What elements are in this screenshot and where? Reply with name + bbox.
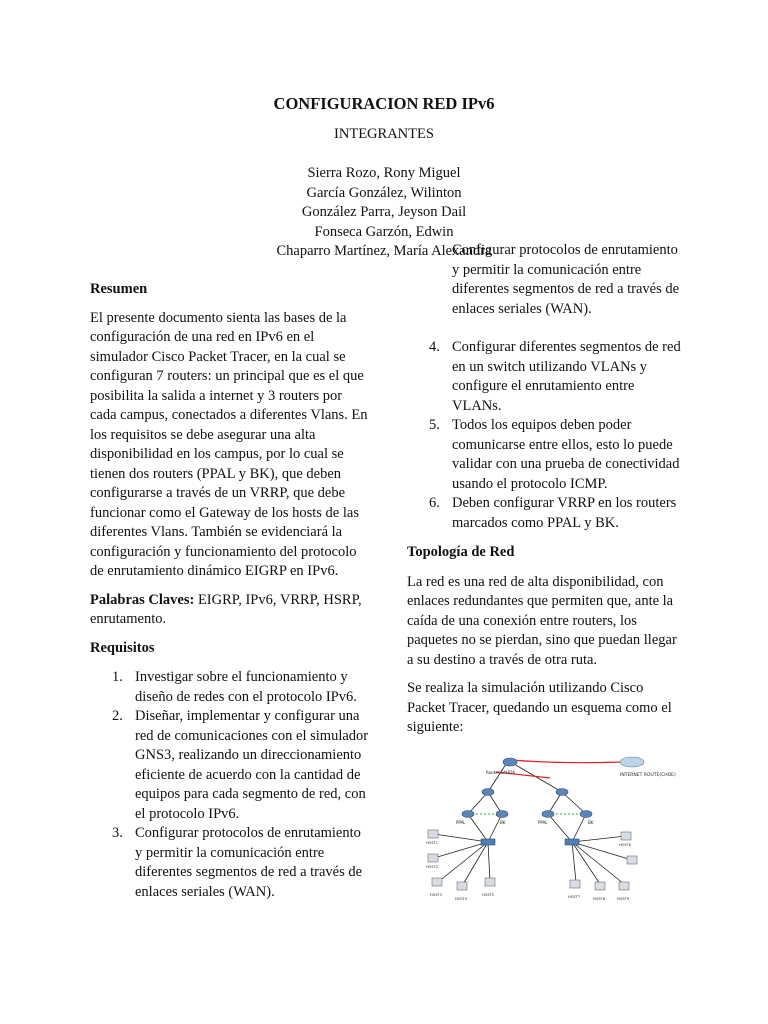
host-pc-icon <box>457 882 467 890</box>
host-label: HOST6 <box>619 843 631 847</box>
list-text: Deben configurar VRRP en los routers marcados como PPAL y BK. <box>452 495 677 531</box>
topologia-heading: Topología de Red <box>407 544 515 560</box>
list-number: 4. <box>429 339 440 355</box>
host-pc-icon <box>428 854 438 862</box>
host-label: HOST3 <box>430 893 442 897</box>
router-icon <box>503 758 517 766</box>
host-label: HOST5 <box>482 893 494 897</box>
router-label: PPAL <box>456 820 466 825</box>
list-item <box>407 494 682 533</box>
switch-icon <box>565 839 579 845</box>
host-label: HOST9 <box>617 897 629 901</box>
list-number: 5. <box>429 417 440 433</box>
list-number: 1. <box>112 669 123 685</box>
topologia-text-1: La red es una red de alta disponibilidad, con enlaces redundantes que permiten que, ante la caída de una conexión entre routers, los paquetes no se pierdan, sino que puedan llegar a su destino a través de otra ruta. <box>407 573 677 668</box>
host-pc-icon <box>595 882 605 890</box>
host-pc-icon <box>432 878 442 886</box>
router-icon <box>542 811 554 818</box>
list-number: 6. <box>429 495 440 511</box>
list-number: 2. <box>112 708 123 724</box>
host-pc-icon <box>428 830 438 838</box>
subtitle: INTEGRANTES <box>334 126 434 142</box>
resumen-text: El presente documento sienta las bases de la configuración de una red en IPv6 en el simulador Cisco Packet Tracer, en la cual se configuran 7 routers: un principal que es el que posibilita la salida a internet y 3 routers por cada campus, conectados a diferentes Vlans. En los requisitos se debe asegurar una alta disponibilidad en los campus, por lo cual se tienen dos routers (PPAL y BK), que deben configurarse a través de un VRRP, que debe funcionar como el Gateway de los hosts de las diferentes Vlans. También se evidenciará la configuración y funcionamiento del protocolo de enrutamiento dinámico EIGRP en IPv6. <box>90 309 368 579</box>
host-label: HOST2 <box>426 865 438 869</box>
keywords-label: Palabras Claves: <box>90 591 195 608</box>
author: González Parra, Jeyson Dail <box>301 204 467 220</box>
topologia-text-2: Se realiza la simulación utilizando Cisco Packet Tracer, quedando un esquema como el siguiente: <box>407 680 672 735</box>
network-topology-diagram <box>410 754 678 910</box>
list-item <box>407 338 682 416</box>
list-text: Todos los equipos deben poder comunicarse entre ellos, esto lo puede validar con una prueba de conectividad usando el protocolo ICMP. <box>452 417 680 492</box>
requisitos-heading: Requisitos <box>90 639 155 656</box>
requisitos-list <box>90 668 370 900</box>
host-label: HOST1 <box>426 841 438 845</box>
router-icon <box>496 811 508 818</box>
author: Chaparro Martínez, María Alexandra <box>276 243 492 259</box>
router-label: PPAL <box>538 820 548 825</box>
requisitos-list-continued <box>407 338 682 533</box>
author: García González, Wilinton <box>306 184 462 201</box>
author: Sierra Rozo, Rony Miguel <box>307 165 461 181</box>
internet-cloud-icon <box>620 757 644 767</box>
router-label: BK <box>588 820 594 825</box>
list-item-continued <box>407 242 682 338</box>
list-item <box>90 824 370 900</box>
host-pc-icon <box>621 832 631 840</box>
keywords <box>90 591 370 630</box>
router-label: Router SALIDA <box>486 770 516 775</box>
list-text: Configurar diferentes segmentos de red en un switch utilizando VLANs y configure el enrutamiento entre VLANs. <box>452 339 681 414</box>
host-pc-icon <box>485 878 495 886</box>
host-label: HOST4 <box>455 897 467 901</box>
list-text: Investigar sobre el funcionamiento y diseño de redes con el protocolo IPv6. <box>135 669 357 705</box>
list-item <box>407 416 682 494</box>
keywords-text: EIGRP, IPv6, VRRP, HSRP, enrutamento. <box>90 591 362 627</box>
router-icon <box>462 811 474 818</box>
switch-icon <box>481 839 495 845</box>
host-label: HOST7 <box>568 895 580 899</box>
router-label: BK <box>500 820 506 825</box>
router-icon <box>482 789 494 796</box>
router-icon <box>580 811 592 818</box>
resumen-heading: Resumen <box>90 281 148 297</box>
list-number: 3. <box>112 825 123 841</box>
internet-label: INTERNET ROUTE(CHOE) <box>620 773 676 778</box>
right-column <box>407 242 682 738</box>
host-pc-icon <box>627 856 637 864</box>
host-pc-icon <box>570 880 580 888</box>
list-item <box>90 707 370 824</box>
list-item <box>90 668 370 707</box>
host-label: HOST8 <box>593 897 605 901</box>
page-title: CONFIGURACION RED IPv6 <box>273 94 495 113</box>
left-column <box>90 280 370 900</box>
author: Fonseca Garzón, Edwin <box>314 223 454 240</box>
list-text: Diseñar, implementar y configurar una red de comunicaciones con el simulador GNS3, realizando un direccionamiento eficiente de acuerdo con la cantidad de equipos para cada segmento de red, con el protocolo IPv6. <box>135 708 369 822</box>
list-text-continued: Configurar protocolos de enrutamiento y permitir la comunicación entre diferentes segmentos de red a través de enlaces seriales (WAN). <box>452 242 680 317</box>
host-pc-icon <box>619 882 629 890</box>
list-text: Configurar protocolos de enrutamiento y permitir la comunicación entre diferentes segmentos de red a través de enlaces seriales (WAN). <box>135 825 363 900</box>
router-icon <box>556 789 568 796</box>
